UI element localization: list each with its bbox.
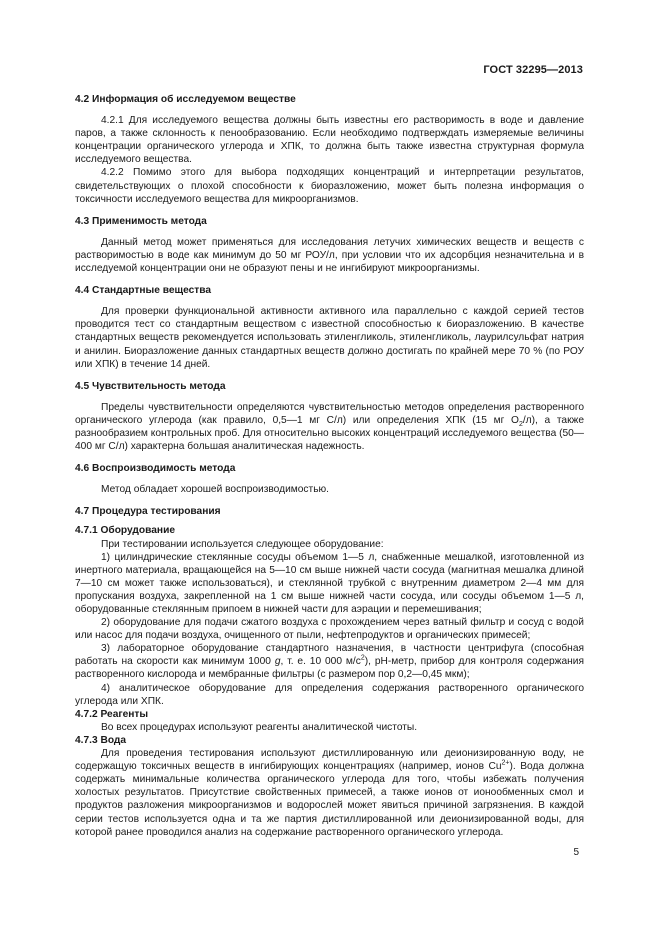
paragraph-4-5-part-b: /л), а также разнообразием контрольных проб. Для относительно высоких концентраций исследуемого вещества (50—400 мг С/л) характерна большая аналитическая надежность. [75, 414, 585, 453]
section-4-7-2-heading: 4.7.2 Реагенты [75, 708, 149, 720]
oxygen-subscript: 2 [518, 420, 523, 428]
paragraph-4-2-2: 4.2.2 Помимо этого для выбора подходящих концентраций и интерпретации результатов, свидетельствующих о плохой способности к биоразложению, может быть полезна информация о токсичности исследуемого вещества для микроорганизмов. [75, 167, 584, 205]
paragraph-4-2-1: 4.2.1 Для исследуемого вещества должны быть известны его растворимость в воде и давление паров, а также склонность к пенообразованию. Если необходимо подтверждать измеряемые величины концентрации органического углерода и ХПК, то должна быть также известна структурная формула исследуемого вещества. [75, 115, 584, 166]
gravity-symbol: g [274, 656, 281, 668]
equipment-item-3 [75, 642, 584, 681]
equipment-item-3-part-c: ), рН-метр, прибор для контроля содержания растворенного кислорода и мембранные фильтры (с размером пор 0,2—0,45 мкм); [75, 656, 584, 681]
paragraph-4-6: Метод обладает хорошей воспроизводимостью. [101, 484, 329, 496]
paragraph-4-7-3 [75, 747, 584, 839]
paragraph-4-7-1-intro: При тестировании используется следующее оборудование: [101, 538, 384, 550]
paragraph-4-5-part-a: Пределы чувствительности определяются чувствительностью методов определения растворенного органического углерода (как правило, 0,5—1 мг С/л) или определения ХПК (15 мг О [75, 401, 584, 426]
section-4-4-heading: 4.4 Стандартные вещества [75, 285, 212, 297]
section-4-6-heading: 4.6 Воспроизводимость метода [75, 463, 236, 475]
equipment-item-3-part-a: 3) лабораторное оборудование стандартного назначения, в частности центрифуга (способная работать на скорости как минимум 1000 [75, 643, 584, 668]
paragraph-4-5 [75, 401, 584, 453]
section-4-7-3-heading: 4.7.3 Вода [75, 734, 127, 746]
page-number: 5 [573, 847, 579, 858]
copper-ion-superscript: 2+ [501, 759, 510, 767]
standard-code-header: ГОСТ 32295—2013 [483, 64, 583, 76]
section-4-7-heading: 4.7 Процедура тестирования [75, 506, 221, 518]
equipment-item-2: 2) оборудование для подачи сжатого воздуха с прохождением через ватный фильтр и сосуд с водой или насос для подачи воздуха, очищенного от пыли, нефтепродуктов и органических примесей; [75, 617, 584, 642]
paragraph-4-7-3-part-a: Для проведения тестирования используют дистиллированную или деионизированную воду, не содержащую токсичных веществ в ингибирующих концентрациях (например, ионов Cu [75, 748, 584, 773]
equipment-item-3-part-b: , т. е. 10 000 м/с [280, 656, 361, 668]
equipment-item-4: 4) аналитическое оборудование для определения содержания растворенного органического углерода или ХПК. [75, 682, 584, 707]
paragraph-4-7-2: Во всех процедурах используют реагенты аналитической чистоты. [101, 721, 418, 733]
section-4-2-heading: 4.2 Информация об исследуемом веществе [75, 94, 296, 105]
document-body [75, 93, 584, 839]
paragraph-4-4: Для проверки функциональной активности активного ила параллельно с каждой серией тестов проводится тест со стандартным веществом с известной способностью к биоразложению. В качестве стандартных веществ рекомендуется использовать этиленгликоль, этиленгликоль, лаурилсульфат натрия и анилин. Биоразложение данных стандартных веществ должно достигать по крайней мере 70 % (по РОУ или ХПК) в течение 14 дней. [75, 306, 584, 370]
section-4-7-1-heading: 4.7.1 Оборудование [75, 525, 175, 537]
paragraph-4-7-3-part-b: ). Вода должна содержать минимальные количества органического углерода для того, чтобы избежать получения холостых результатов. Присутствие свойственных примесей, а также ионов от ионообменных смол и продуктов разложения микроорганизмов и водорослей может явиться причиной загрязнения. В каждой серии тестов используется одна и та же партия дистиллированной или деионизированной воды, для которой ранее проводился анализ на содержание растворенного органического углерода. [75, 761, 584, 838]
equipment-item-1: 1) цилиндрические стеклянные сосуды объемом 1—5 л, снабженные мешалкой, изготовленной из инертного материала, вращающейся на 5—10 см выше нижней части сосуда (магнитная мешалка длиной 7—10 см может также использоваться), и стеклянной трубкой с внутренним диаметром 2—4 мм для пропускания воздуха, закрепленной на 1 см выше нижней части сосуда, или сосуды объемом 1—5 л, оборудованные стеклянным припоем в нижней части для аэрации и перемешивания; [75, 551, 584, 615]
section-4-3-heading: 4.3 Применимость метода [75, 215, 207, 227]
paragraph-4-3: Данный метод может применяться для исследования летучих химических веществ и веществ с растворимостью в воде как минимум до 50 мг РОУ/л, при условии что их адсорбция незначительна и в исследуемой концентрации они не образуют пены и не ингибируют микроорганизмы. [75, 236, 584, 275]
squared-superscript: 2 [360, 654, 365, 662]
section-4-5-heading: 4.5 Чувствительность метода [75, 380, 226, 392]
